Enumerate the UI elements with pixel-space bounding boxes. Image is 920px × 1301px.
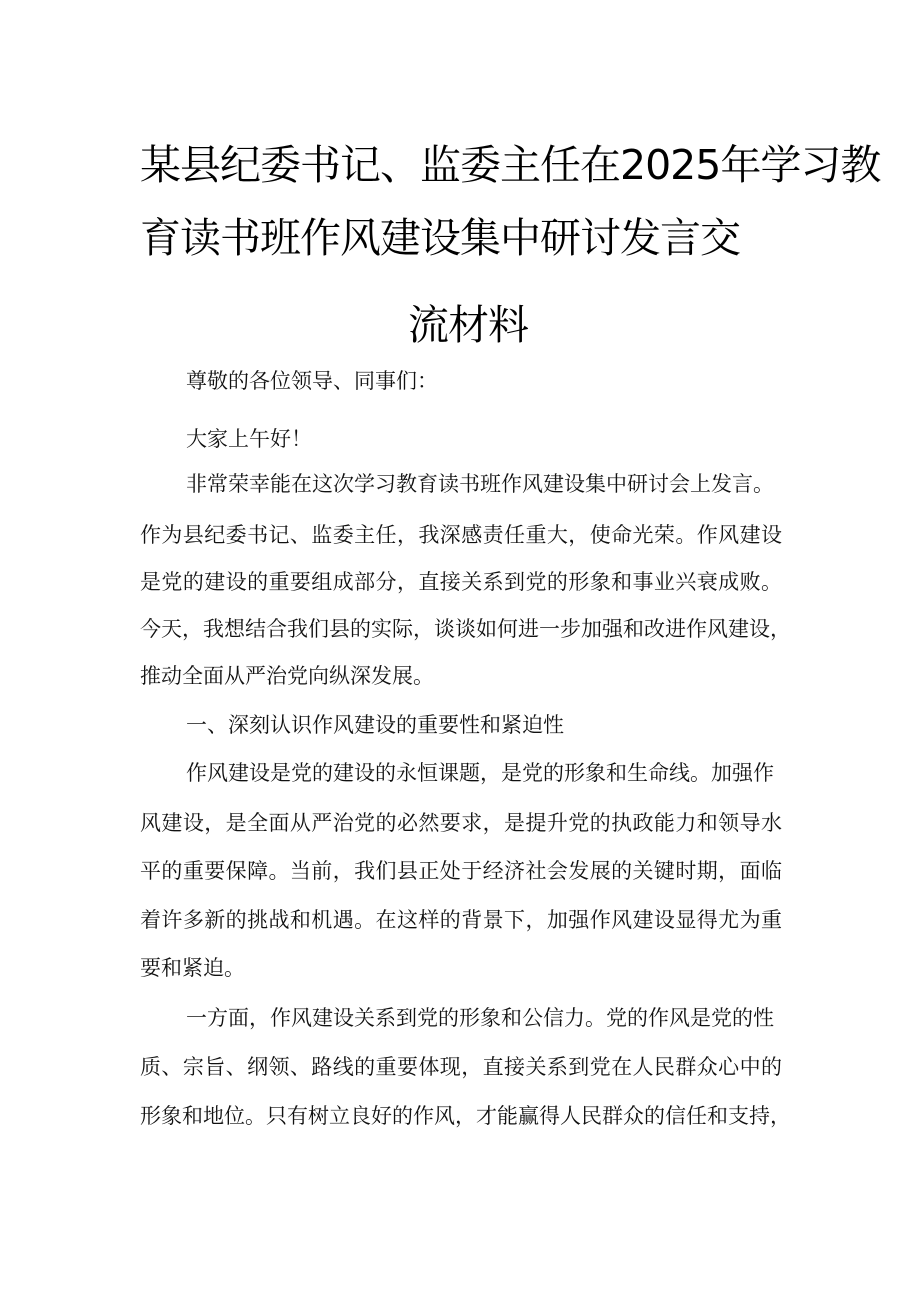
paragraph-section-line-1: 作风建设是党的建设的永恒课题，是党的形象和生命线。加强作 [186,761,774,785]
paragraph-intro-line-3: 是党的建设的重要组成部分，直接关系到党的形象和事业兴衰成败。 [140,570,782,594]
title-line-1: 某县纪委书记、监委主任在2025年学习教 [140,141,881,189]
paragraph-section-line-4: 着许多新的挑战和机遇。在这样的背景下，加强作风建设显得尤为重 [140,908,782,932]
title-line-2: 育读书班作风建设集中研讨发言交 [140,214,740,262]
paragraph-intro-line-5: 推动全面从严治党向纵深发展。 [140,664,434,688]
paragraph-aspect-line-3: 形象和地位。只有树立良好的作风，才能赢得人民群众的信任和支持， [140,1104,791,1128]
section-heading: 一、深刻认识作风建设的重要性和紧迫性 [186,713,564,737]
salutation: 尊敬的各位领导、同事们： [186,369,438,393]
paragraph-intro-line-2: 作为县纪委书记、监委主任，我深感责任重大，使命光荣。作风建设 [140,523,782,547]
paragraph-intro-line-4: 今天，我想结合我们县的实际，谈谈如何进一步加强和改进作风建设， [140,617,791,641]
paragraph-section-line-3: 平的重要保障。当前，我们县正处于经济社会发展的关键时期，面临 [140,859,782,883]
greeting: 大家上午好！ [186,427,312,451]
paragraph-intro-line-1: 非常荣幸能在这次学习教育读书班作风建设集中研讨会上发言。 [186,472,774,496]
title-line-3: 流材料 [408,301,528,349]
paragraph-section-line-5: 要和紧迫。 [140,956,245,980]
paragraph-section-line-2: 风建设，是全面从严治党的必然要求，是提升党的执政能力和领导水 [140,811,782,835]
paragraph-aspect-line-2: 质、宗旨、纲领、路线的重要体现，直接关系到党在人民群众心中的 [140,1055,782,1079]
paragraph-aspect-line-1: 一方面，作风建设关系到党的形象和公信力。党的作风是党的性 [186,1006,774,1030]
